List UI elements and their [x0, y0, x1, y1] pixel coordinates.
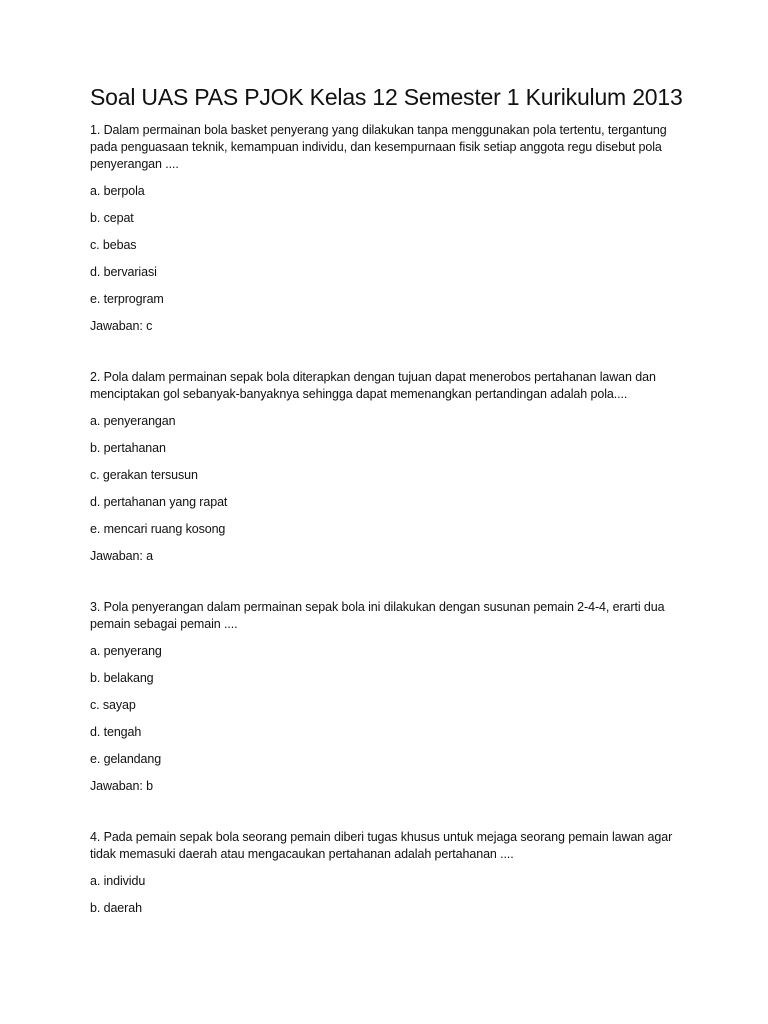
option-e: e. terprogram [90, 292, 164, 306]
option-d: d. pertahanan yang rapat [90, 495, 228, 509]
question-1 [90, 122, 688, 335]
option-a: a. penyerangan [90, 414, 176, 428]
option-b: b. belakang [90, 671, 154, 685]
option-b: b. cepat [90, 211, 134, 225]
question-text: 1. Dalam permainan bola basket penyerang yang dilakukan tanpa menggunakan pola tertentu, tergantung pada penguasaan teknik, kemampuan individu, dan kesempurnaan fisik setiap anggota regu disebut pola penyerangan .... [90, 123, 667, 171]
page-title: Soal UAS PAS PJOK Kelas 12 Semester 1 Kurikulum 2013 [90, 84, 683, 110]
option-b: b. daerah [90, 901, 142, 915]
answer-text: Jawaban: b [90, 779, 153, 793]
question-text: 4. Pada pemain sepak bola seorang pemain diberi tugas khusus untuk mejaga seorang pemain lawan agar tidak memasuki daerah atau mengacaukan pertahanan adalah pertahanan .... [90, 830, 673, 861]
option-e: e. mencari ruang kosong [90, 522, 226, 536]
option-c: c. bebas [90, 238, 137, 252]
option-a: a. berpola [90, 184, 145, 198]
question-3 [90, 599, 688, 795]
option-b: b. pertahanan [90, 441, 166, 455]
option-c: c. gerakan tersusun [90, 468, 198, 482]
option-c: c. sayap [90, 698, 136, 712]
question-text: 2. Pola dalam permainan sepak bola diterapkan dengan tujuan dapat menerobos pertahanan lawan dan menciptakan gol sebanyak-banyaknya sehingga dapat memenangkan pertandingan adalah pola.... [90, 370, 656, 401]
option-d: d. tengah [90, 725, 142, 739]
option-d: d. bervariasi [90, 265, 157, 279]
option-a: a. penyerang [90, 644, 162, 658]
answer-text: Jawaban: a [90, 549, 153, 563]
question-2 [90, 369, 688, 565]
question-text: 3. Pola penyerangan dalam permainan sepak bola ini dilakukan dengan susunan pemain 2-4-4, erarti dua pemain sebagai pemain .... [90, 600, 665, 631]
option-e: e. gelandang [90, 752, 162, 766]
answer-text: Jawaban: c [90, 319, 153, 333]
option-a: a. individu [90, 874, 146, 888]
question-4 [90, 829, 688, 917]
